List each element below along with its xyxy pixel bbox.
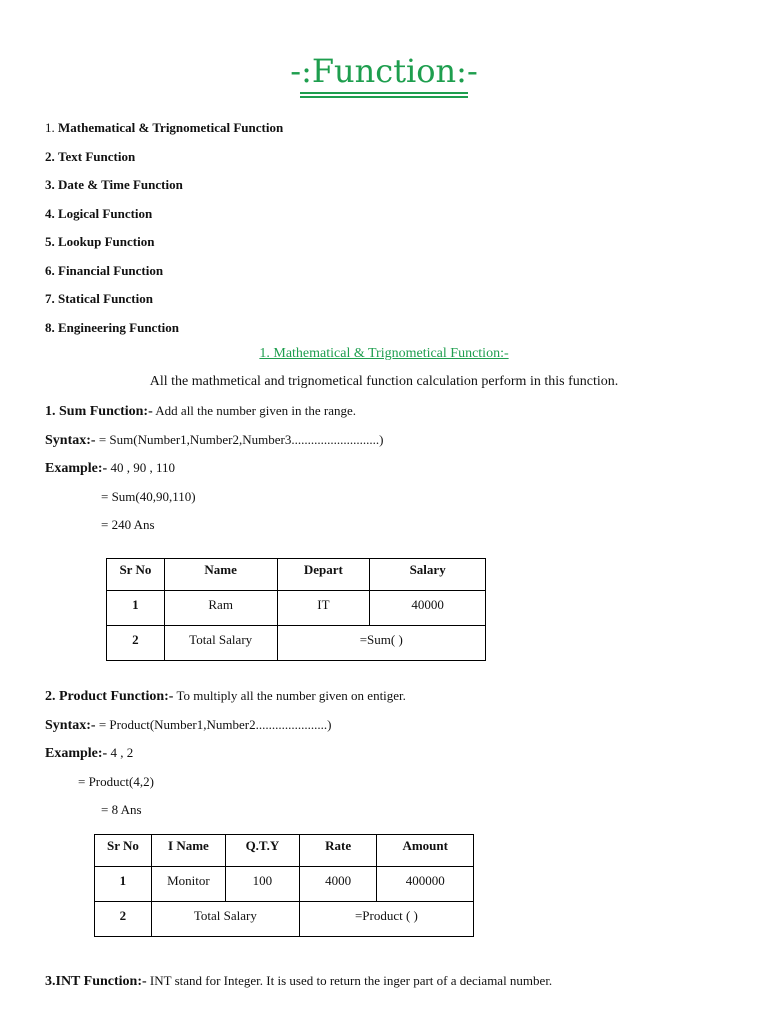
product-table xyxy=(94,834,474,937)
list-item-number: 8. xyxy=(45,320,55,335)
table-header-cell: Name xyxy=(164,559,277,591)
table-cell: Monitor xyxy=(151,867,225,902)
table-header-cell: Salary xyxy=(370,559,486,591)
list-item-label: Financial Function xyxy=(58,263,164,278)
sum-example-value: 40 , 90 , 110 xyxy=(110,460,175,475)
table-header-cell: Depart xyxy=(277,559,370,591)
table-cell: 1 xyxy=(95,867,152,902)
product-example-step: = Product(4,2) xyxy=(78,774,154,789)
table-header-row xyxy=(95,835,474,867)
section-heading: 1. Mathematical & Trignometical Function:- xyxy=(259,346,509,361)
int-function-heading: 3.INT Function:- xyxy=(45,974,147,989)
table-cell: =Product ( ) xyxy=(299,902,473,937)
sum-example-line xyxy=(45,460,175,477)
list-item-label: Statical Function xyxy=(58,291,153,306)
table-cell: 2 xyxy=(95,902,152,937)
table-row xyxy=(95,867,474,902)
product-syntax-label: Syntax:- xyxy=(45,718,96,733)
product-example-result: = 8 Ans xyxy=(101,802,142,817)
table-cell: 40000 xyxy=(370,591,486,626)
list-item-label: Engineering Function xyxy=(58,320,179,335)
table-row xyxy=(107,626,486,661)
table-cell: 2 xyxy=(107,626,165,661)
int-function-description: INT stand for Integer. It is used to return the inger part of a deciamal number. xyxy=(149,973,553,988)
product-syntax-line xyxy=(45,717,331,734)
table-row xyxy=(107,591,486,626)
table-header-cell: Q.T.Y xyxy=(225,835,299,867)
sum-table xyxy=(106,558,486,661)
list-item xyxy=(45,206,152,222)
list-item-number: 4. xyxy=(45,206,55,221)
product-function-heading: 2. Product Function:- xyxy=(45,689,174,704)
product-example-value: 4 , 2 xyxy=(110,745,134,760)
sum-example-label: Example:- xyxy=(45,461,108,476)
list-item xyxy=(45,120,283,136)
list-item-number: 1. xyxy=(45,120,55,135)
list-item-label: Mathematical & Trignometical Function xyxy=(58,120,284,135)
table-header-cell: Amount xyxy=(377,835,474,867)
title-underline-1 xyxy=(300,92,468,94)
table-header-cell: Rate xyxy=(299,835,377,867)
list-item xyxy=(45,177,183,193)
table-header-row xyxy=(107,559,486,591)
list-item-number: 6. xyxy=(45,263,55,278)
page-title: -:Function:- xyxy=(290,52,478,90)
section-intro: All the mathmetical and trignometical function calculation perform in this function. xyxy=(149,374,619,389)
table-cell: Total Salary xyxy=(151,902,299,937)
table-cell: 400000 xyxy=(377,867,474,902)
list-item xyxy=(45,149,135,165)
int-function-line xyxy=(45,973,552,990)
list-item xyxy=(45,320,179,336)
table-cell: IT xyxy=(277,591,370,626)
sum-function-heading: 1. Sum Function:- xyxy=(45,404,153,419)
product-example-label: Example:- xyxy=(45,746,108,761)
list-item xyxy=(45,291,153,307)
list-item-label: Text Function xyxy=(58,149,136,164)
table-header-cell: Sr No xyxy=(107,559,165,591)
sum-syntax-label: Syntax:- xyxy=(45,433,96,448)
product-function-description: To multiply all the number given on entiger. xyxy=(176,688,406,703)
table-header-cell: Sr No xyxy=(95,835,152,867)
table-cell: 100 xyxy=(225,867,299,902)
list-item-label: Lookup Function xyxy=(58,234,155,249)
list-item-number: 2. xyxy=(45,149,55,164)
list-item-label: Logical Function xyxy=(58,206,153,221)
table-cell: Total Salary xyxy=(164,626,277,661)
table-cell: 4000 xyxy=(299,867,377,902)
title-underline-2 xyxy=(300,96,468,98)
table-header-cell: I Name xyxy=(151,835,225,867)
list-item-number: 5. xyxy=(45,234,55,249)
sum-example-step: = Sum(40,90,110) xyxy=(101,489,196,504)
list-item xyxy=(45,263,163,279)
product-function-line xyxy=(45,688,406,705)
sum-syntax-line xyxy=(45,432,383,449)
list-item-number: 3. xyxy=(45,177,55,192)
list-item xyxy=(45,234,154,250)
list-item-number: 7. xyxy=(45,291,55,306)
table-cell: Ram xyxy=(164,591,277,626)
sum-function-line xyxy=(45,403,356,420)
list-item-label: Date & Time Function xyxy=(58,177,183,192)
product-example-line xyxy=(45,745,133,762)
product-syntax-value: = Product(Number1,Number2......................) xyxy=(98,717,332,732)
table-cell: =Sum( ) xyxy=(277,626,486,661)
sum-syntax-value: = Sum(Number1,Number2,Number3...........................) xyxy=(98,432,384,447)
table-row xyxy=(95,902,474,937)
sum-example-result: = 240 Ans xyxy=(101,517,155,532)
table-cell: 1 xyxy=(107,591,165,626)
sum-function-description: Add all the number given in the range. xyxy=(155,403,357,418)
